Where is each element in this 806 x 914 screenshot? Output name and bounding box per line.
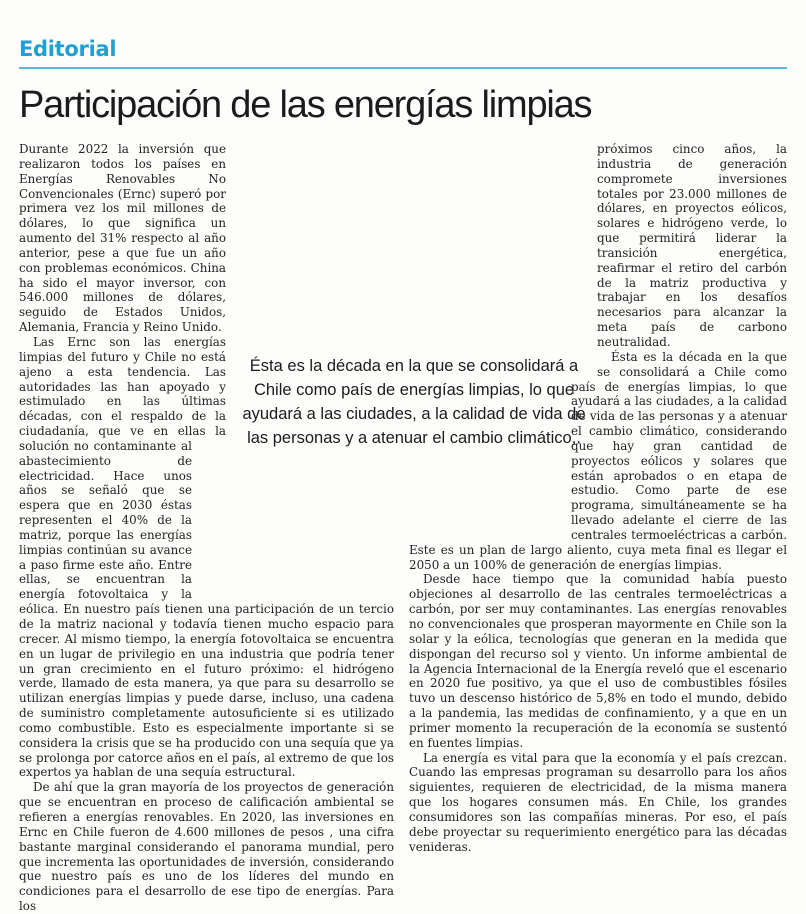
section-label: Editorial (19, 37, 117, 61)
article-column-right (409, 142, 787, 855)
paragraph: Desde hace tiempo que la comunidad había puesto objeciones al desarrollo de las centrales termoeléctricas a carbón, por ser muy contaminantes. Las energías renovables no convencionales que prosperan mayormente en Chile son la solar y la eólica, tecnologías que generan en la medida que dispongan del recurso sol y viento. Un informe ambiental de la Agencia Internacional de la Energía reveló que el escenario en 2020 fue positivo, ya que el uso de combustibles fósiles tuvo un descenso histórico de 5,8% en todo el mundo, debido a la pandemia, las medidas de confinamiento, y a que en un primer momento la recuperación de la economía se sustentó en fuentes limpias. (409, 572, 787, 750)
paragraph: Ésta es la década en la que se consolidará a Chile como país de energías limpias, lo que ayudará a las ciudades, a la calidad de vida de las personas y a atenuar el cambio climático, considerando que hay gran cantidad de proyectos eólicos y solares que están aprobados o en etapa de estudio. Como parte de ese programa, simultáneamente se ha llevado adelante el cierre de las centrales termoeléctricas a carbón. Este es un plan de largo aliento, cuya meta final es llegar el 2050 a un 100% de generación de energías limpias. (409, 349, 787, 572)
paragraph: Las Ernc son las energías limpias del futuro y Chile no está ajeno a esta tendencia. Las autoridades las han apoyado y estimulado en las últimas décadas, con el respaldo de la ciudadanía, que ve en ellas la solución no contaminante al abastecimiento de electricidad. Hace unos años se señaló que se espera que en 2030 éstas representen el 40% de la matriz, porque las energías limpias continúan su avance a paso firme este año. Entre ellas, se encuentran la energía fotovoltaica y la eólica. En nuestro país tienen una participación de un tercio de la matriz nacional y todavía tienen mucho espacio para crecer. Al mismo tiempo, la energía fotovoltaica se encuentra en un lugar de privilegio en una industria que podría tener un gran crecimiento en el futuro próximo: el hidrógeno verde, llamado de esta manera, ya que para su desarrollo se utilizan energías limpias y puede darse, incluso, una cadena de suministro completamente autosuficiente si es utilizado como combustible. Esto es especialmente importante si se considera la crisis que se ha producido con una sequía que ya se prolonga por catorce años en el país, al extremo de que los expertos ya hablan de una sequía estructural. (19, 334, 394, 780)
paragraph: próximos cinco años, la industria de generación compromete inversiones totales por 23.000 millones de dólares, en proyectos eólicos, solares e hidrógeno verde, lo que permitirá liderar la transición energética, reafirmar el retiro del carbón de la matriz productiva y trabajar en los desafíos necesarios para alcanzar la meta país de carbono neutralidad. (597, 142, 787, 349)
article-body (19, 142, 792, 914)
paragraph: La energía es vital para que la economía y el país crezcan. Cuando las empresas programan su desarrollo para los años siguientes, requieren de electricidad, de la misma manera que los hogares consumen más. En Chile, los grandes consumidores son las compañías mineras. Por eso, el país debe proyectar su requerimiento energético para las décadas venideras. (409, 750, 787, 854)
section-divider (19, 67, 787, 69)
paragraph: De ahí que la gran mayoría de los proyectos de generación que se encuentran en proceso de calificación ambiental se refieren a energías renovables. En 2020, las inversiones en Ernc en Chile fueron de 4.600 millones de pesos , una cifra bastante marginal considerando el panorama mundial, pero que incrementa las oportunidades de inversión, considerando que nuestro país es uno de los líderes del mundo en condiciones para el desarrollo de ese tipo de energías. Para los (19, 780, 394, 914)
headline: Participación de las energías limpias (19, 84, 592, 126)
pull-quote: Ésta es la década en la que se consolidará a Chile como país de energías limpias, lo que ayudará a las ciudades, a la calidad de vida de las personas y a atenuar el cambio climático,. (242, 357, 586, 447)
paragraph: Durante 2022 la inversión que realizaron todos los países en Energías Renovables No Convencionales (Ernc) superó por primera vez los mil millones de dólares, lo que significa un aumento del 31% respecto al año anterior, pese a que fue un año con problemas económicos. China ha sido el mayor inversor, con 546.000 millones de dólares, seguido de Estados Unidos, Alemania, Francia y Reino Unido. (19, 142, 226, 335)
article-column-left (19, 142, 394, 914)
